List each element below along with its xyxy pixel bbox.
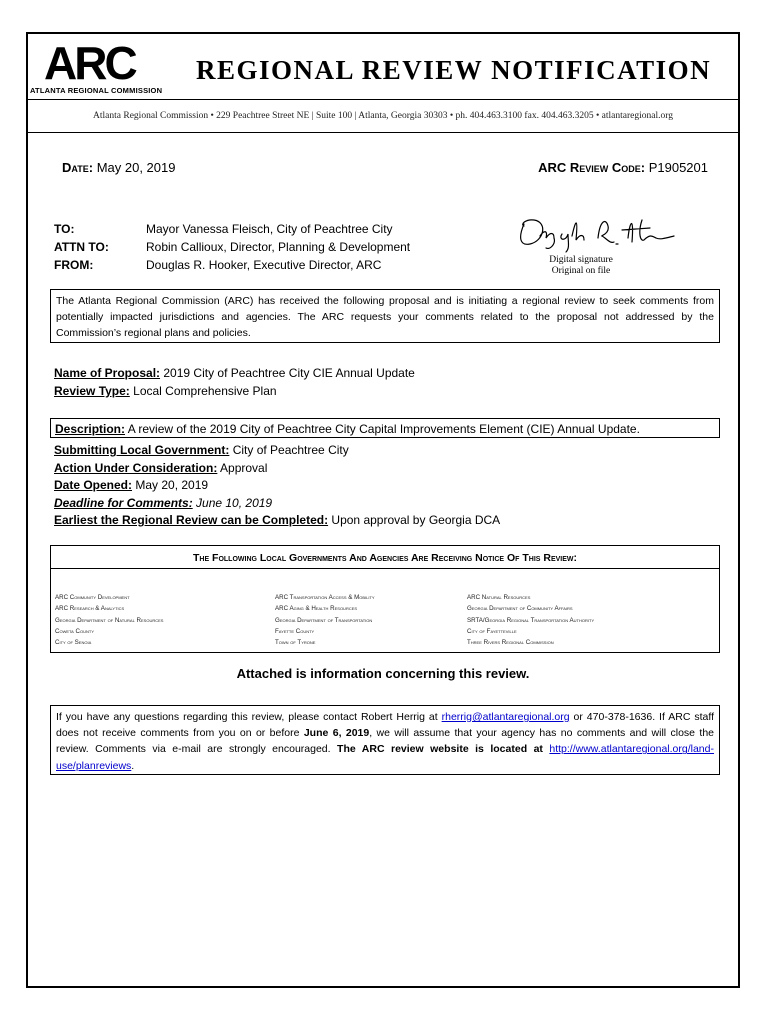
- agency-item: ARC Natural Resources: [467, 594, 531, 601]
- earliest-completion-value: Upon approval by Georgia DCA: [331, 513, 501, 527]
- description-box: [50, 418, 720, 438]
- arc-logo-subtitle: ATLANTA REGIONAL COMMISSION: [30, 86, 163, 95]
- from-value: Douglas R. Hooker, Executive Director, ARC: [146, 258, 382, 272]
- details-block: [54, 442, 500, 530]
- review-code-line: [538, 160, 708, 175]
- review-website-link[interactable]: http://www.atlantaregional.org/land-use/planreviews: [56, 743, 714, 772]
- deadline-value: June 10, 2019: [196, 495, 273, 510]
- review-type-line: [54, 382, 415, 400]
- attached-notice: Attached is information concerning this review.: [236, 666, 530, 681]
- submitting-government-value: City of Peachtree City: [232, 443, 349, 457]
- contact-text-2: or 470-378-1636. If ARC staff does not receive comments from you on or before: [56, 711, 714, 740]
- action-line: [54, 460, 500, 478]
- agency-item: Fayette County: [275, 627, 315, 635]
- signature-note-line1: Digital signature: [549, 255, 613, 265]
- proposal-name-line: [54, 364, 415, 382]
- agencies-box: [50, 545, 720, 653]
- from-label: FROM:: [54, 258, 94, 272]
- routing-values: [146, 220, 410, 274]
- agency-item: Town of Tyrone: [275, 639, 316, 647]
- earliest-completion-label: Earliest the Regional Review can be Completed:: [54, 513, 329, 527]
- agencies-divider: [51, 568, 719, 569]
- description-label: Description:: [55, 422, 126, 436]
- arc-logo: ARC: [44, 37, 135, 89]
- agencies-heading: The Following Local Governments And Agencies Are Receiving Notice Of This Review:: [192, 552, 578, 564]
- contact-email-link[interactable]: rherrig@atlantaregional.org: [441, 711, 570, 723]
- agency-item: ARC Research & Analytics: [55, 605, 125, 613]
- agency-item: City of Senoia: [55, 639, 92, 647]
- agency-item: SRTA/Georgia Regional Transportation Authority: [467, 616, 595, 624]
- action-value: Approval: [220, 460, 268, 475]
- routing-labels: [54, 220, 109, 274]
- action-label: Action Under Consideration:: [54, 460, 218, 475]
- date-opened-value: May 20, 2019: [135, 478, 209, 492]
- agency-item: ARC Aging & Health Resources: [275, 605, 358, 613]
- review-type-label: Review Type:: [54, 384, 130, 398]
- review-code-label: ARC Review Code:: [538, 160, 646, 175]
- page-title: REGIONAL REVIEW NOTIFICATION: [196, 55, 712, 85]
- to-label: TO:: [54, 222, 75, 236]
- attn-label: ATTN TO:: [54, 240, 109, 254]
- date-opened-label: Date Opened:: [54, 478, 133, 492]
- address-divider: [28, 132, 738, 133]
- agency-column-1: [55, 592, 163, 648]
- agency-item: City of Fayetteville: [467, 627, 517, 635]
- agency-item: ARC Transportation Access & Mobility: [275, 594, 375, 601]
- agency-column-3: [467, 592, 594, 648]
- contact-period: .: [131, 759, 135, 772]
- agency-item: Georgia Department of Transportation: [275, 616, 373, 624]
- date-line: [62, 160, 175, 175]
- date-value: May 20, 2019: [96, 160, 176, 175]
- deadline-label: Deadline for Comments:: [54, 495, 193, 510]
- description-value: A review of the 2019 City of Peachtree City Capital Improvements Element (CIE) Annual Update.: [127, 422, 640, 436]
- deadline-line: [54, 495, 500, 513]
- signature-note-line2: Original on file: [551, 266, 611, 276]
- agency-item: Georgia Department of Community Affairs: [467, 605, 573, 613]
- review-code-value: P1905201: [648, 160, 708, 175]
- to-value: Mayor Vanessa Fleisch, City of Peachtree City: [146, 222, 393, 236]
- submitting-government-line: [54, 442, 500, 460]
- signature-image: [510, 208, 680, 256]
- contact-box: [50, 705, 720, 775]
- review-type-value: Local Comprehensive Plan: [133, 384, 277, 398]
- intro-box: The Atlanta Regional Commission (ARC) has received the following proposal and is initiating a regional review to seek comments from potentially impacted jurisdictions and agencies. The ARC requests your comments related to the proposal not addressed by the Commission’s regional plans and policies.: [50, 289, 720, 343]
- agency-item: ARC Community Development: [55, 594, 130, 601]
- agency-item: Georgia Department of Natural Resources: [55, 616, 164, 624]
- contact-deadline: June 6, 2019: [303, 727, 370, 740]
- contact-text-3: , we will assume that your agency has no comments and will close the review. Comments via e-mail are strongly encouraged.: [56, 727, 714, 756]
- proposal-name-value: 2019 City of Peachtree City CIE Annual Update: [163, 366, 415, 380]
- signature-note: [528, 255, 634, 277]
- website-statement: The ARC review website is located at: [337, 743, 543, 756]
- proposal-block: [54, 364, 415, 400]
- date-label: Date:: [62, 160, 94, 175]
- agency-column-2: [275, 592, 375, 648]
- earliest-completion-line: [54, 512, 500, 530]
- contact-text-1: If you have any questions regarding this review, please contact Robert Herrig at: [56, 711, 442, 723]
- agency-item: Three Rivers Regional Commission: [467, 639, 554, 647]
- header-divider: [28, 99, 738, 100]
- address-line: Atlanta Regional Commission • 229 Peachtree Street NE | Suite 100 | Atlanta, Georgia 30303 • ph. 404.463.3100 fax. 404.463.3205 • atlantaregional.org: [93, 111, 673, 121]
- date-opened-line: [54, 477, 500, 495]
- submitting-government-label: Submitting Local Government:: [54, 443, 230, 457]
- agency-item: Coweta County: [55, 627, 95, 635]
- attn-value: Robin Callioux, Director, Planning & Development: [146, 240, 411, 254]
- proposal-name-label: Name of Proposal:: [54, 366, 161, 380]
